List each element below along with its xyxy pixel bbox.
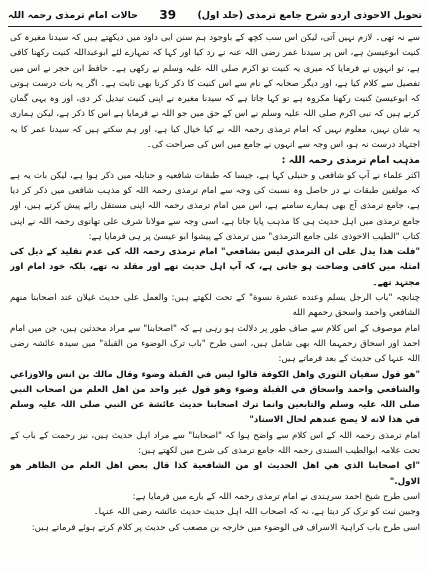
chapter-title: حالات امام ترمذی رحمہ اللہ [8,9,139,21]
arabic-quote-shafii: "فلت هذا يدل على ان الترمذي ليس بشافعي" امام ترمذی رحمہ اللہ کی عدم تقلید کے ذیل کی امثلہ میں کافی وضاحت ہو جاتی ہے، کہ آپ اہل حدیث تھے اور مقلد نہ تھے، بلکہ خود امام اور مجتہد تھے۔ [10,247,420,288]
book-title: تحویل الاحوذی اردو شرح جامع ترمذی (جلد اول) [197,9,422,21]
section-heading-madhhab: مذہب امام ترمذی رحمہ اللہ : [281,155,420,167]
header-rule [8,26,422,27]
paragraph-aisha: وجبین ثبت کو ترک کر دیتا ہے، نہ کہ اصحاب اللہ اہل حدیث حدیث عائشہ رضی اللہ عنہا۔ [93,507,420,518]
page-number: 39 [159,8,177,22]
paragraph-madhhab: اکثر علماء نے آپ کو شافعی و حنبلی کہا ہے، جیسا کہ طبقات شافعیہ و حنابلہ میں ذکر ہوا ہے، لیکن بات یہ ہے کہ مولفین طبقات نے در حاصل وہ نسبت کی وجہ سے امام ترمذی رحمہ اللہ کو مذہب شافعی میں ذکر کر دیا ہے، جامع ترمذی آج بھی ہمارے سامنے ہے، اس میں امام ترمذی رحمہ اللہ اپنی مستقل رائے پیش کرتے ہیں، اور جامع ترمذی میں اہل حدیث ہی کا مذہب پایا جاتا ہے، اسی وجہ سے مولانا شرف علی تھانوی رحمہ اللہ نے اپنی کتاب "الطیب الاحوذی علی جامع الترمذی" میں ترمذی کے پیشوا ابو عیسیٰ پر ہی فرمایا ہے: [10,170,420,242]
arabic-quote-sindi: "اي اصحابنا الذي هي اهل الحديث او من الشافعية كذا قال بعض اهل العلم من الظاهر هو الاول." [10,461,420,487]
paragraph-ashabuna: امام موصوف کے اس کلام سے صاف طور پر دلالت ہو رہی ہے کہ "اصحابنا" سے مراد محدثین ہیں، جن میں امام احمد اور اسحاق رحمہما اللہ بھی شامل ہیں، اسی طرح "باب ترک الوضوء من القبلة" میں سیدہ عائشہ رضی اللہ عنہا کی حدیث کے بعد فرماتے ہیں: [10,323,420,365]
arabic-quote-qubla: "هو قول سفيان الثوري واهل الكوفة قالوا ليس في القبلة وضوء وقال مالك بن انس والاوزاعي والشافعي واحمد واسحاق في القبلة وضوء وهو قول غير واحد من اهل العلم من اصحاب النبي صلی اللہ علیہ وسلم والتابعين وانما ترك اصحابنا حديث عائشة عن النبي صلی اللہ علیہ وسلم في هذا لانه لا يصح عندهم لحال الاسناد" [10,369,420,426]
paragraph-intro: سے نہ تھی۔ لازم نہیں آتی، لیکن اس سب کچھ کے باوجود ہم سنن ابی داود میں دیکھتے ہیں کہ سیدنا مغیرہ کی کنیت ابوعیسیٰ ہے، اس پر سیدنا عمر رضی اللہ عنہ نے رد کیا اور کہا کہ تمہارے لئے ابوعبداللہ کنیت رکھنا کافی ہے، تو انہوں نے فرمایا کہ میری یہ کنیت تو اکرم صلی اللہ علیہ وسلم نے رکھی ہے۔ حافظ ابن حجر نے اس میں تفصیل سے کلام کیا ہے، اور دیگر صحابہ کے نام سے اس کنیت کا ذکر کرنا بھی ثابت ہے۔ اگر یہ بات درست ہوتی کہ ابوعیسیٰ کنیت رکھنا مکروہ ہے تو کہا جاتا ہے کہ سیدنا مغیرہ نے اپنی کنیت تبدیل کر دی، اور وہ یہی گمان کرتے ہیں کہ نبی اکرم صلی اللہ علیہ وسلم نے اس کے حق میں جو اللہ نے فرمایا ہے اس کا ذکر ہے، لیکن ہماری یہ شان نہیں، معلوم نہیں کہ امام ترمذی رحمہ اللہ نے کیا خیال کیا ہے، اور ہم سکتے ہیں کہ سیدنا عمر کا یہ اجتہاد درست نہ ہو، اس وجہ سے انہوں نے جامع میں اس کی صراحت کی۔ [10,33,420,151]
paragraph-ghaylan: چنانچہ "باب الرجل يسلم وعنده عشرة نسوة" کے تحت لکھتے ہیں: والعمل على حديث غيلان عند اصحابنا منهم الشافعي واحمد واسحق رحمهم الله [10,293,420,319]
page-header [8,4,422,26]
page-body [10,31,420,566]
paragraph-sindi: امام ترمذی رحمہ اللہ کے اس کلام سے واضح ہوا کہ "اصحابنا" سے مراد اہل حدیث ہیں، نیز رحمت کے باب کے تحت علامہ ابوالطیب السندی رحمہ اللہ جامع ترمذی کی شرح میں لکھتے ہیں: [10,430,420,457]
paragraph-israf: اسی طرح باب کراہیۃ الاسراف فی الوضوء میں خارجہ بن مصعب کی حدیث پر کلام کرتے ہوئے فرماتے ہیں: [31,522,420,533]
paragraph-sirhindi: اسی طرح شیخ احمد سرہندی نے امام ترمذی رحمہ اللہ کے بارے میں فرمایا ہے: [132,491,420,502]
